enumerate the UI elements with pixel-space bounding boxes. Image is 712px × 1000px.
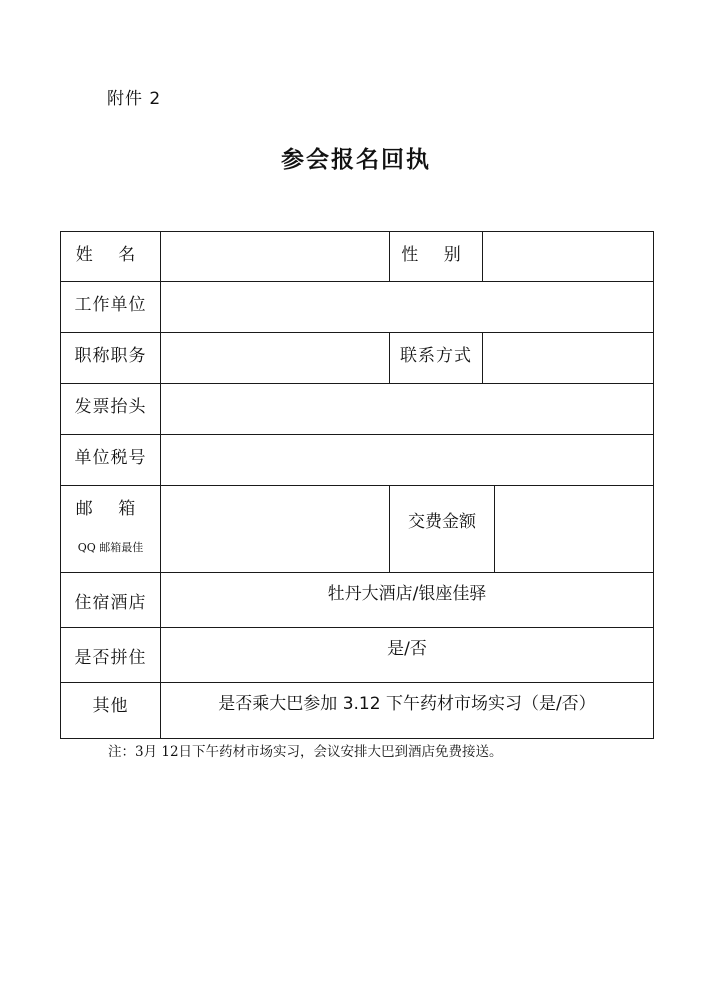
room-share-label: 是否拼住 (61, 628, 161, 683)
registration-form-table (60, 231, 654, 739)
invoice-title-label: 发票抬头 (61, 384, 161, 435)
row-invoice-title (61, 384, 654, 435)
job-title-field[interactable] (161, 333, 390, 384)
contact-field[interactable] (483, 333, 654, 384)
name-field[interactable] (161, 232, 390, 282)
job-title-label: 职称职务 (61, 333, 161, 384)
fee-field[interactable] (495, 486, 654, 573)
attachment-label: 附件 2 (107, 89, 162, 109)
name-label: 姓 名 (61, 232, 161, 282)
hotel-value[interactable]: 牡丹大酒店/银座佳驿 (161, 573, 654, 628)
other-value[interactable]: 是否乘大巴参加 3.12 下午药材市场实习（是/否） (161, 683, 654, 739)
hotel-label: 住宿酒店 (61, 573, 161, 628)
row-email (61, 486, 654, 573)
gender-label: 性 别 (390, 232, 483, 282)
email-label: 邮 箱 (75, 499, 146, 519)
row-hotel (61, 573, 654, 628)
row-name (61, 232, 654, 282)
email-hint: QQ 邮箱最佳 (77, 541, 144, 554)
gender-field[interactable] (483, 232, 654, 282)
tax-id-label: 单位税号 (61, 435, 161, 486)
fee-label: 交费金额 (390, 486, 495, 573)
other-label: 其他 (61, 683, 161, 739)
row-job-title (61, 333, 654, 384)
contact-label: 联系方式 (390, 333, 483, 384)
invoice-title-field[interactable] (161, 384, 654, 435)
footnote: 注：3月 12日下午药材市场实习，会议安排大巴到酒店免费接送。 (108, 744, 503, 760)
row-tax-id (61, 435, 654, 486)
row-room-share (61, 628, 654, 683)
email-field[interactable] (161, 486, 390, 573)
row-other (61, 683, 654, 739)
form-title: 参会报名回执 (281, 147, 431, 173)
tax-id-field[interactable] (161, 435, 654, 486)
room-share-value[interactable]: 是/否 (161, 628, 654, 683)
work-unit-field[interactable] (161, 282, 654, 333)
work-unit-label: 工作单位 (61, 282, 161, 333)
row-work-unit (61, 282, 654, 333)
email-label-cell (61, 486, 161, 573)
